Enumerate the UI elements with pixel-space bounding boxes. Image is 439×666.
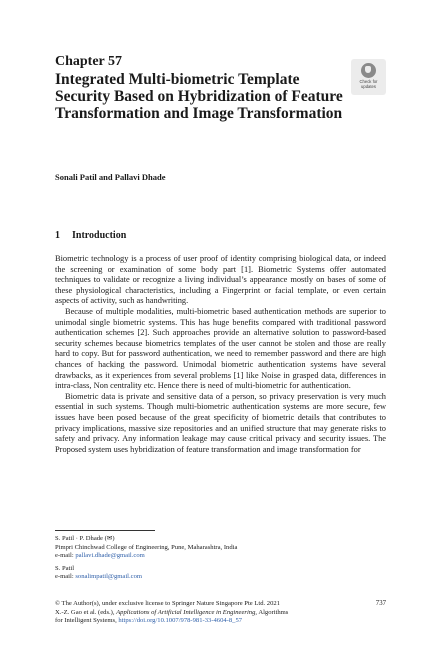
email-label: e-mail: bbox=[55, 573, 76, 581]
paragraph: Biometric technology is a process of user proof of identity comprising biological data, or indeed the screening or examination of some body part [1]. Biometric Systems offer automated techniques to validate or recognize a living individual’s appearance mostly on bases of some of these physiological characteristics, including a Fingerprint or facial template, or even certain aspects of activity, such as handwriting. bbox=[55, 254, 386, 306]
section-number: 1 bbox=[55, 230, 60, 241]
paragraph: Because of multiple modalities, multi-biometric based authentication methods are superior to unimodal single biometric systems. This has huge benefits compared with traditional password authentication schemes [2]. Such approaches provide an alternative solution to password-based security schemes because biometrics templates of the user cannot be stolen and those are really hard to copy. But for password authentication, we need to remember password and there are high chances of hacking the password. Unimodal biometric authentication systems have several drawbacks, as it experiences from several problems [1] like Noise in grasped data, differences in intra-class, Non centrality etc. Hence there is need of multi-biometric for authentication. bbox=[55, 306, 386, 391]
footnote-author-1 bbox=[55, 535, 386, 561]
citation-line bbox=[55, 609, 355, 618]
citation-editors: X.-Z. Gao et al. (eds.), bbox=[55, 608, 117, 616]
page-number: 737 bbox=[375, 600, 386, 607]
series-prefix: , Algorithms bbox=[255, 608, 289, 616]
chapter-title: Integrated Multi-biometric Template Security Based on Hybridization of Feature Transformation and Image Transformation bbox=[55, 71, 343, 122]
footnote-affiliation: Pimpri Chinchwad College of Engineering, Pune, Maharashtra, India bbox=[55, 543, 238, 551]
footnote-author-name: S. Patil bbox=[55, 564, 75, 572]
book-title: Applications of Artificial Intelligence in Engineering bbox=[116, 608, 256, 616]
chapter-authors: Sonali Patil and Pallavi Dhade bbox=[55, 172, 166, 182]
check-for-updates-badge[interactable] bbox=[351, 59, 386, 95]
bookmark-ribbon-icon bbox=[361, 63, 376, 78]
footnote-author-2 bbox=[55, 565, 386, 582]
email-link[interactable]: pallavi.dhade@gmail.com bbox=[75, 552, 145, 560]
copyright-line: © The Author(s), under exclusive license to Springer Nature Singapore Pte Ltd. 2021 bbox=[55, 600, 280, 607]
footnote-divider bbox=[55, 530, 155, 531]
email-label: e-mail: bbox=[55, 552, 76, 560]
footnote-email-line bbox=[55, 573, 386, 582]
doi-link[interactable]: https://doi.org/10.1007/978-981-33-4604-8_57 bbox=[118, 617, 243, 625]
footnote-email-line bbox=[55, 552, 386, 561]
email-link[interactable]: sonalimpatil@gmail.com bbox=[75, 573, 143, 581]
paragraph: Biometric data is private and sensitive data of a person, so privacy preservation is very much essential in such systems. Though multi-biometric authentication systems are more secure, few issues have been posed because of the great specificity of biometric details that contributes to privacy implications, massive size repositories and an unified structure that may generate risks to safety and privacy. Any information leakage may cause critical privacy and security issues. The Proposed system uses hybridization of feature transformation and image transformation for bbox=[55, 391, 386, 454]
section-title: Introduction bbox=[72, 230, 127, 241]
footnote-author-names: S. Patil · P. Dhade (✉) bbox=[55, 535, 115, 542]
author-footnotes bbox=[55, 535, 386, 582]
check-for-updates-label: Check for updates bbox=[359, 79, 378, 89]
chapter-label: Chapter 57 bbox=[55, 54, 123, 69]
series-name: for Intelligent Systems, bbox=[55, 617, 119, 625]
body-text bbox=[55, 254, 386, 455]
copyright-block bbox=[55, 600, 355, 626]
series-line bbox=[55, 617, 355, 626]
section-heading bbox=[55, 230, 126, 241]
